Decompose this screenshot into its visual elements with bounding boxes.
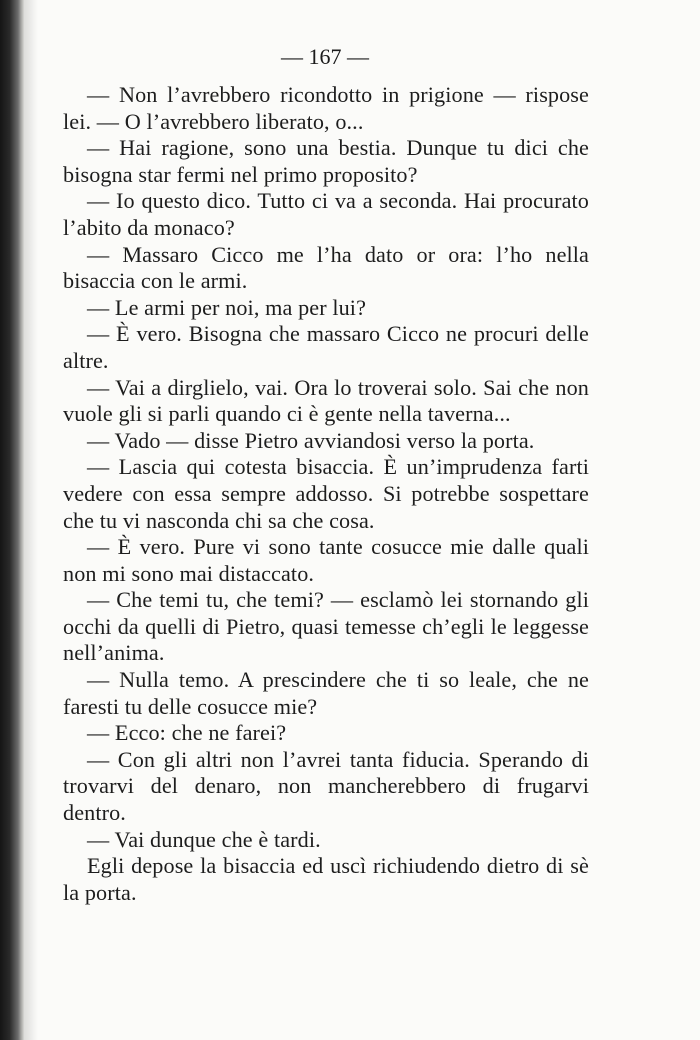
paragraph: — Vado — disse Pietro avviandosi verso la porta.: [87, 427, 535, 453]
paragraph: — È vero. Pure vi sono tante cosucce mie dalle quali non mi sono mai distaccato.: [63, 534, 589, 586]
paragraph: — Nulla temo. A prescindere che ti so leale, che ne faresti tu delle cosucce mie?: [63, 667, 589, 719]
gutter-shade: [24, 0, 38, 1040]
paragraph: — Non l’avrebbero ricondotto in prigione — rispose lei. — O l’avrebbero liberato, o...: [63, 82, 589, 134]
paragraph: — Lascia qui cotesta bisaccia. È un’imprudenza farti vedere con essa sempre addosso. Si potrebbe sospettare che tu vi nasconda chi sa che cosa.: [63, 454, 589, 533]
page-number: — 167 —: [281, 44, 369, 69]
paragraph: — Hai ragione, sono una bestia. Dunque tu dici che bisogna star fermi nel primo proposito?: [63, 135, 589, 187]
paragraph: — Ecco: che ne farei?: [87, 720, 287, 746]
page-body: [63, 82, 589, 906]
paragraph: — Massaro Cicco me l’ha dato or ora: l’ho nella bisaccia con le armi.: [63, 241, 589, 294]
paragraph: — Vai dunque che è tardi.: [87, 826, 321, 852]
paragraph: — Le armi per noi, ma per lui?: [87, 294, 367, 320]
book-spine-shadow: [0, 0, 24, 1040]
paragraph: — Vai a dirglielo, vai. Ora lo troverai solo. Sai che non vuole gli si parli quando ci è gente nella taverna...: [63, 374, 589, 427]
paragraph: — È vero. Bisogna che massaro Cicco ne procuri delle altre.: [63, 321, 589, 373]
paragraph: Egli depose la bisaccia ed uscì richiudendo dietro di sè la porta.: [63, 853, 589, 905]
paragraph: — Che temi tu, che temi? — esclamò lei stornando gli occhi da quelli di Pietro, quasi temesse ch’egli le leggesse nell’anima.: [63, 587, 589, 666]
paragraph: — Con gli altri non l’avrei tanta fiducia. Sperando di trovarvi del denaro, non mancherebbero di frugarvi dentro.: [63, 746, 589, 826]
paragraph: — Io questo dico. Tutto ci va a seconda. Hai procurato l’abito da monaco?: [63, 188, 589, 240]
